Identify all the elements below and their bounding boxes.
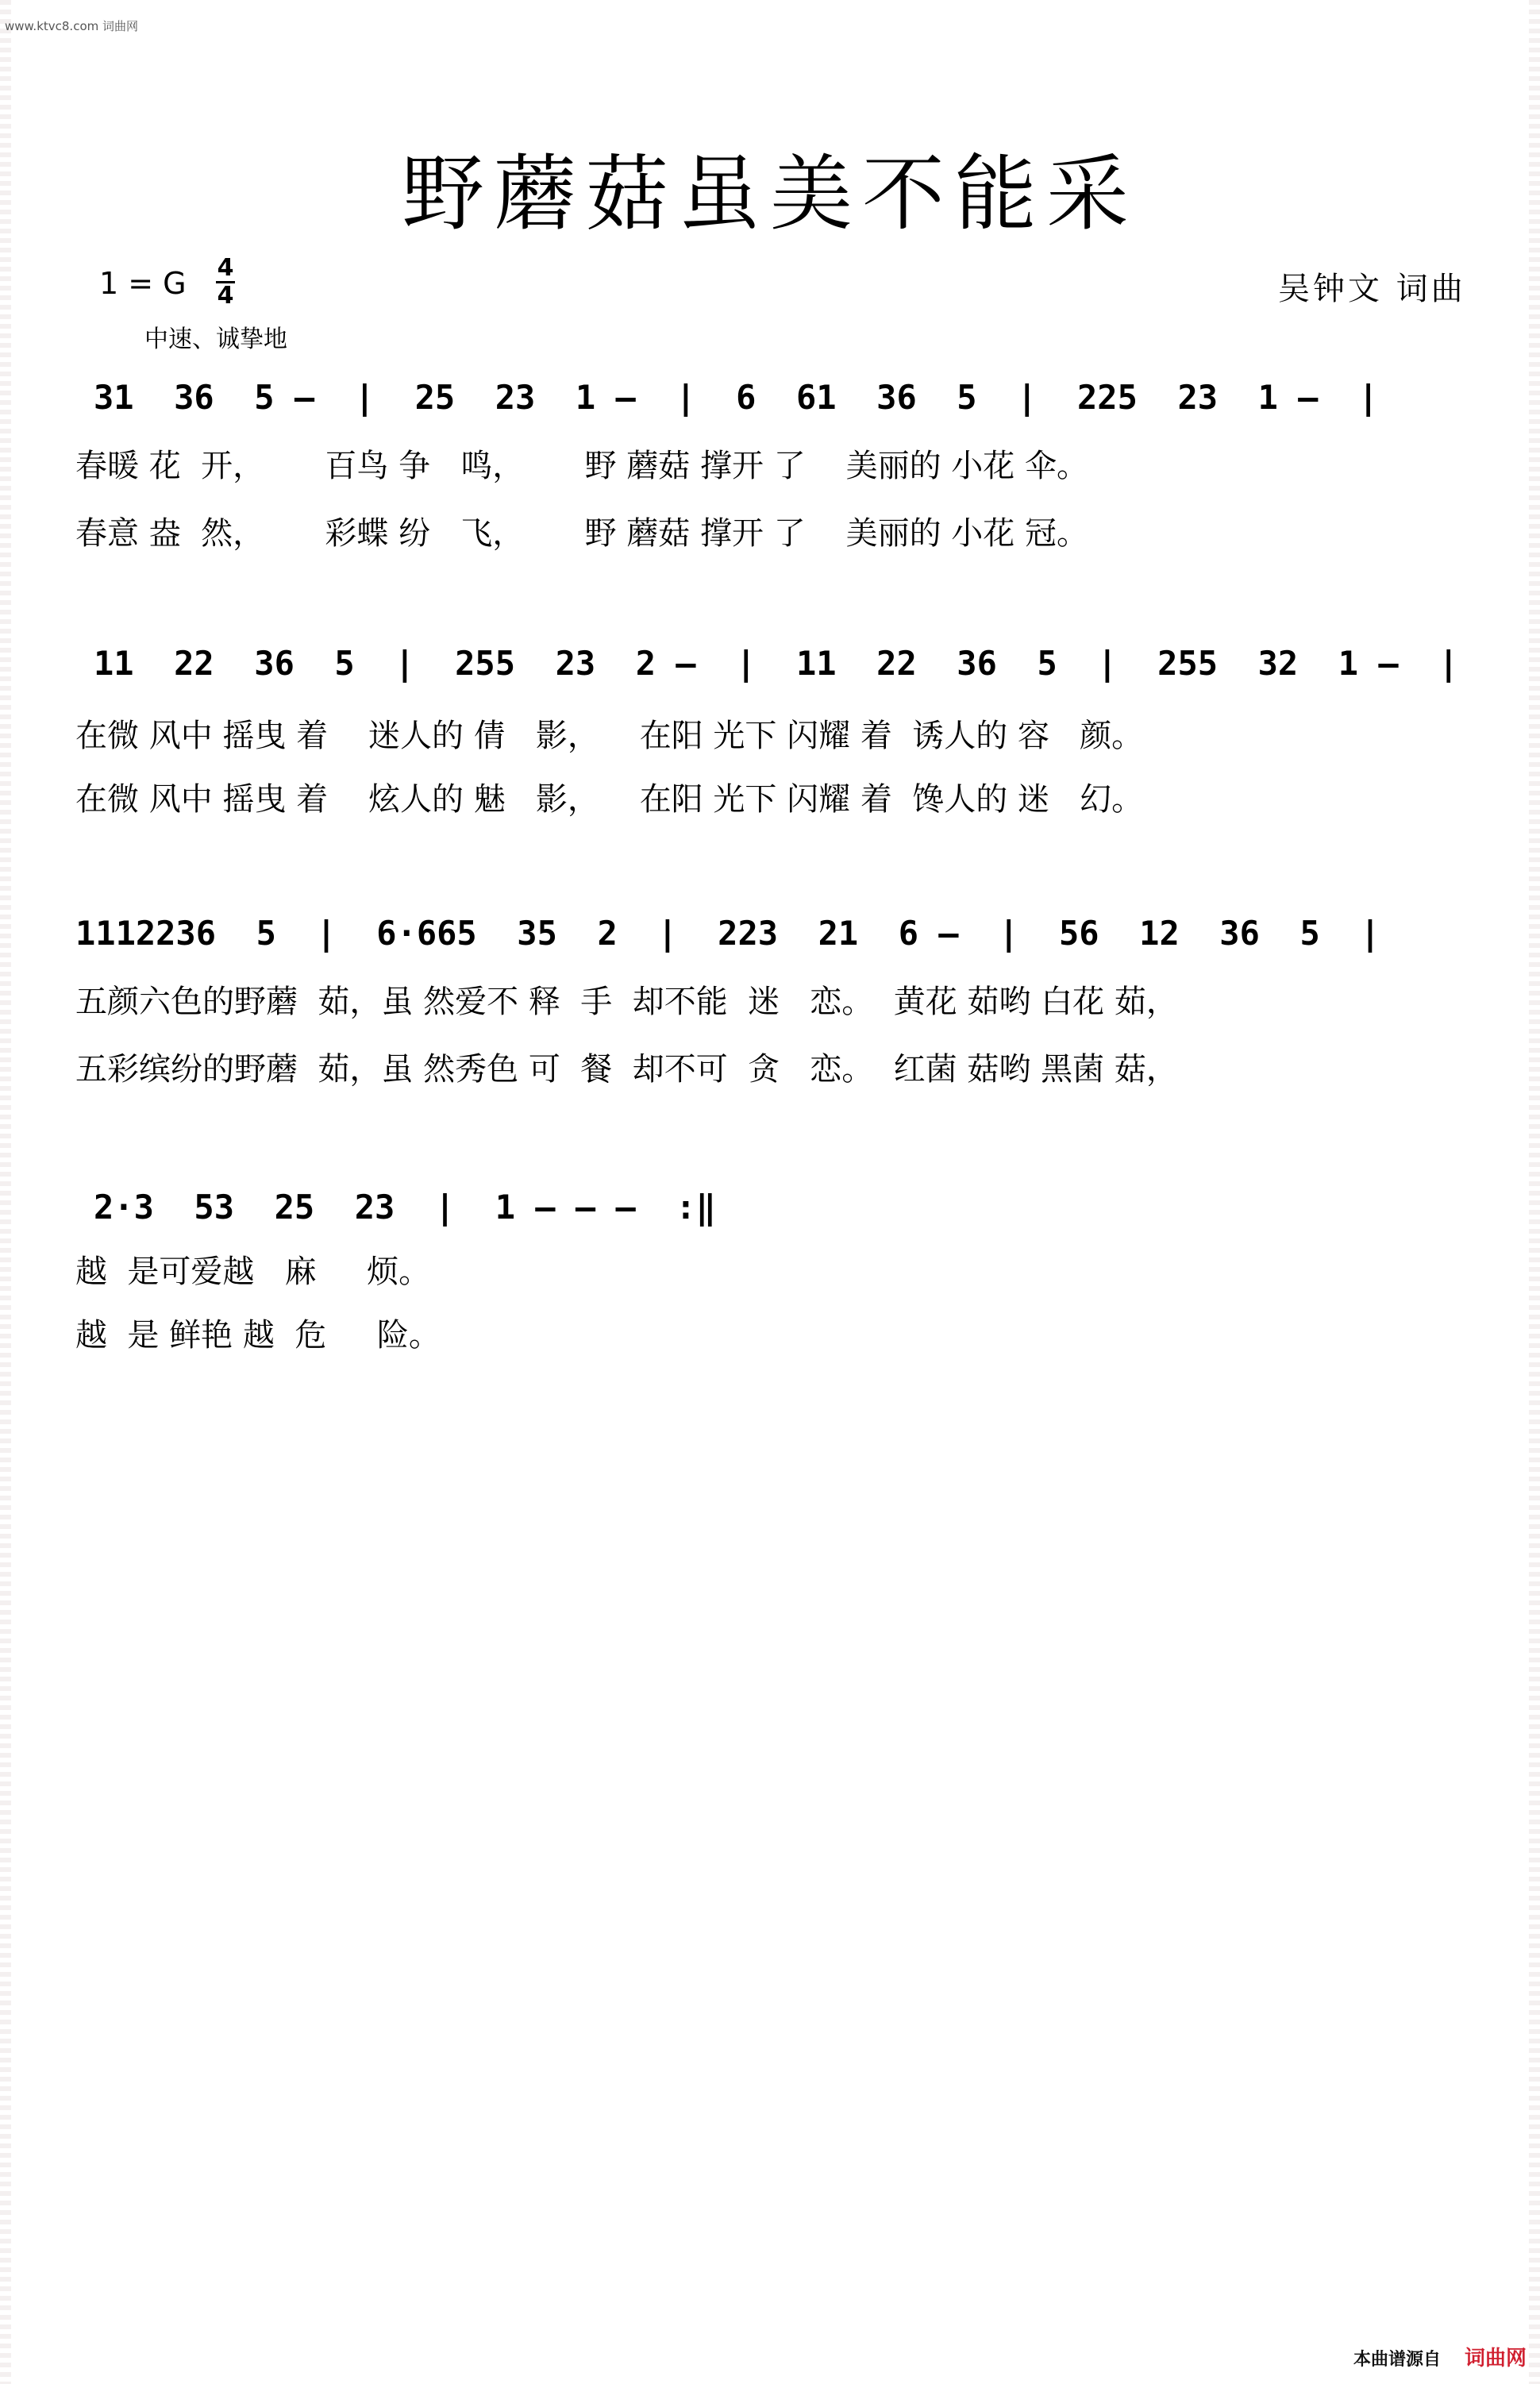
notation-row-1 (0, 361, 1540, 433)
lyric-line-4-2: 越 是 鲜艳 越 危 险。 (75, 1317, 441, 1354)
lyric-line-3-2: 五彩缤纷的野蘑 茹，虽 然秀色 可 餐 却不可 贪 恋。 红菌 菇哟 黑菌 菇， (75, 1051, 1178, 1088)
time-signature-bottom: 4 (217, 282, 234, 310)
score-system-3 (0, 897, 1540, 969)
score-system-1 (0, 361, 1540, 433)
notation-text-3: 1112236 5 | 6·665 35 2 | 223 21 6 – | 56 12 36 5 | (75, 914, 1380, 953)
lyric-line-2-1: 在微 风中 摇曳 着 迷人的 倩 影， 在阳 光下 闪耀 着 诱人的 容 颜。 (75, 718, 1144, 754)
notation-text-2: 11 22 36 5 | 255 23 2 – | 11 22 36 5 | 255 32 1 – | (94, 644, 1459, 683)
time-signature (216, 256, 235, 309)
lyric-line-2-2: 在微 风中 摇曳 着 炫人的 魅 影， 在阳 光下 闪耀 着 馋人的 迷 幻。 (75, 781, 1144, 818)
author-credit: 吴钟文 词曲 (1278, 271, 1466, 307)
notation-row-3 (0, 897, 1540, 969)
tempo-marking: 中速、诚挚地 (144, 325, 287, 353)
notation-text-1: 31 36 5 – | 25 23 1 – | 6 61 36 5 | 225 23 1 – | (94, 378, 1379, 417)
notation-row-4 (0, 1171, 1540, 1242)
time-signature-top: 4 (217, 254, 234, 282)
lyric-line-1-1: 春暖 花 开， 百鸟 争 鸣， 野 蘑菇 撑开 了 美丽的 小花 伞。 (75, 448, 1089, 484)
footer-source-label: 本曲谱源自 (1353, 2350, 1442, 2370)
lyric-line-3-1: 五颜六色的野蘑 茹，虽 然爱不 释 手 却不能 迷 恋。 黄花 茹哟 白花 茹， (75, 984, 1178, 1020)
page-title: 野蘑菇虽美不能采 (401, 145, 1138, 242)
key-signature: 1 = G (99, 266, 187, 301)
score-system-4 (0, 1171, 1540, 1242)
watermark-text: www.ktvc8.com 词曲网 (5, 19, 139, 33)
lyric-line-1-2: 春意 盎 然， 彩蝶 纷 飞， 野 蘑菇 撑开 了 美丽的 小花 冠。 (75, 515, 1089, 552)
lyric-line-4-1: 越 是可爱越 麻 烦。 (75, 1254, 431, 1290)
notation-text-4: 2·3 53 25 23 | 1 – – – :‖ (94, 1188, 716, 1227)
notation-row-2 (0, 627, 1540, 699)
score-system-2 (0, 627, 1540, 699)
footer-site-logo[interactable]: 词曲网 (1465, 2347, 1527, 2371)
